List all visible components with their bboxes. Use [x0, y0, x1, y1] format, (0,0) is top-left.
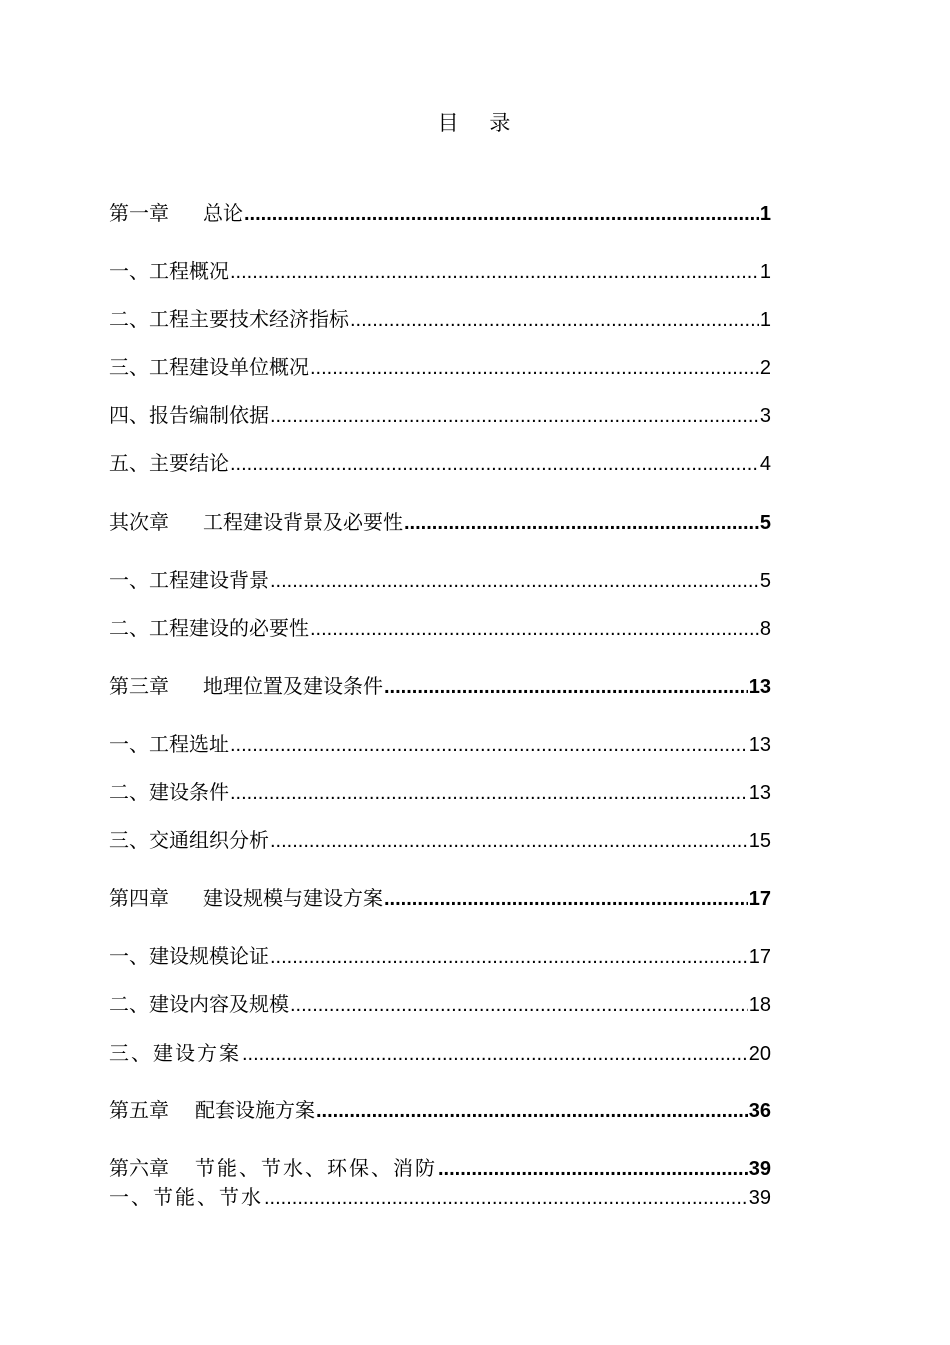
toc-section[interactable]: [109, 1183, 771, 1211]
dot-leader: [404, 509, 759, 537]
toc-entry-label: [109, 508, 403, 536]
toc-entry-label: 一、工程概况: [109, 259, 229, 283]
toc-entry-label: 一、节能、节水: [109, 1185, 263, 1209]
chapter-title: 配套设施方案: [195, 1098, 315, 1122]
dot-leader: [270, 402, 759, 430]
toc-entry-label: 一、工程建设背景: [109, 568, 269, 592]
toc-entry-label: [109, 199, 243, 227]
toc-section[interactable]: [109, 353, 771, 381]
page-number: 17: [748, 946, 771, 968]
toc-entry-label: 二、建设条件: [109, 780, 229, 804]
toc-entry-label: 二、工程主要技术经济指标: [109, 307, 349, 331]
chapter-number: 第一章: [109, 201, 169, 225]
toc-chapter-3[interactable]: [109, 672, 771, 700]
chapter-title: 地理位置及建设条件: [203, 674, 383, 698]
toc-section[interactable]: [109, 990, 771, 1018]
page-number: 2: [759, 357, 771, 379]
toc-entry-label: 三、交通组织分析: [109, 828, 269, 852]
toc-section[interactable]: [109, 566, 771, 594]
toc-section[interactable]: [109, 826, 771, 854]
dot-leader: [270, 567, 759, 595]
toc-section[interactable]: [109, 614, 771, 642]
page-number: 17: [748, 888, 771, 910]
dot-leader: [270, 827, 748, 855]
toc-entry-label: [109, 1154, 437, 1182]
chapter-number: 其次章: [109, 510, 169, 534]
toc-entry-label: [109, 1096, 315, 1124]
chapter-number: 第五章: [109, 1098, 169, 1122]
chapter-title: 工程建设背景及必要性: [203, 510, 403, 534]
chapter-title: 节能、节水、环保、消防: [195, 1156, 437, 1180]
toc-section[interactable]: [109, 305, 771, 333]
toc-section[interactable]: [109, 942, 771, 970]
page-number: 3: [759, 405, 771, 427]
toc-entry-label: 一、工程选址: [109, 732, 229, 756]
page-number: 15: [748, 830, 771, 852]
toc-entry-label: 一、建设规模论证: [109, 944, 269, 968]
page-number: 5: [759, 512, 771, 534]
page-number: 20: [748, 1043, 771, 1065]
dot-leader: [316, 1097, 748, 1125]
page-number: 39: [748, 1158, 771, 1180]
toc-chapter-1[interactable]: [109, 199, 771, 227]
dot-leader: [384, 885, 748, 913]
toc-entry-label: [109, 672, 383, 700]
chapter-number: 第四章: [109, 886, 169, 910]
dot-leader: [230, 258, 759, 286]
page-number: 13: [748, 734, 771, 756]
dot-leader: [230, 779, 748, 807]
page-title: 目 录: [437, 111, 523, 135]
toc-section[interactable]: [109, 449, 771, 477]
page-number: 18: [748, 994, 771, 1016]
page-number: 4: [759, 453, 771, 475]
toc-section[interactable]: [109, 257, 771, 285]
page-number: 1: [759, 203, 771, 225]
toc-chapter-5[interactable]: [109, 1096, 771, 1124]
toc-section[interactable]: [109, 401, 771, 429]
dot-leader: [230, 731, 748, 759]
toc-entry-label: 三、建设方案: [109, 1041, 241, 1065]
page-number: 5: [759, 570, 771, 592]
toc-chapter-6[interactable]: [109, 1154, 771, 1182]
toc-entry-label: 二、建设内容及规模: [109, 992, 289, 1016]
dot-leader: [310, 354, 759, 382]
dot-leader: [384, 673, 748, 701]
dot-leader: [264, 1184, 748, 1212]
page-number: 36: [748, 1100, 771, 1122]
chapter-title: 建设规模与建设方案: [203, 886, 383, 910]
page-number: 1: [759, 309, 771, 331]
chapter-title: 总论: [203, 201, 243, 225]
page-number: 8: [759, 618, 771, 640]
page-number: 1: [759, 261, 771, 283]
toc-entry-label: 三、工程建设单位概况: [109, 355, 309, 379]
page-number: 13: [748, 676, 771, 698]
dot-leader: [310, 615, 759, 643]
dot-leader: [230, 450, 759, 478]
dot-leader: [270, 943, 748, 971]
toc-entry-label: 四、报告编制依据: [109, 403, 269, 427]
toc-section[interactable]: [109, 778, 771, 806]
toc-entry-label: 二、工程建设的必要性: [109, 616, 309, 640]
page-number: 13: [748, 782, 771, 804]
chapter-number: 第六章: [109, 1156, 169, 1180]
toc-entry-label: 五、主要结论: [109, 451, 229, 475]
page-number: 39: [748, 1187, 771, 1209]
dot-leader: [244, 200, 759, 228]
toc-section[interactable]: [109, 1039, 771, 1067]
dot-leader: [242, 1040, 748, 1068]
toc-entry-label: [109, 884, 383, 912]
dot-leader: [438, 1155, 748, 1183]
dot-leader: [350, 306, 759, 334]
toc-section[interactable]: [109, 730, 771, 758]
toc-chapter-4[interactable]: [109, 884, 771, 912]
toc-chapter-2[interactable]: [109, 508, 771, 536]
dot-leader: [290, 991, 748, 1019]
chapter-number: 第三章: [109, 674, 169, 698]
